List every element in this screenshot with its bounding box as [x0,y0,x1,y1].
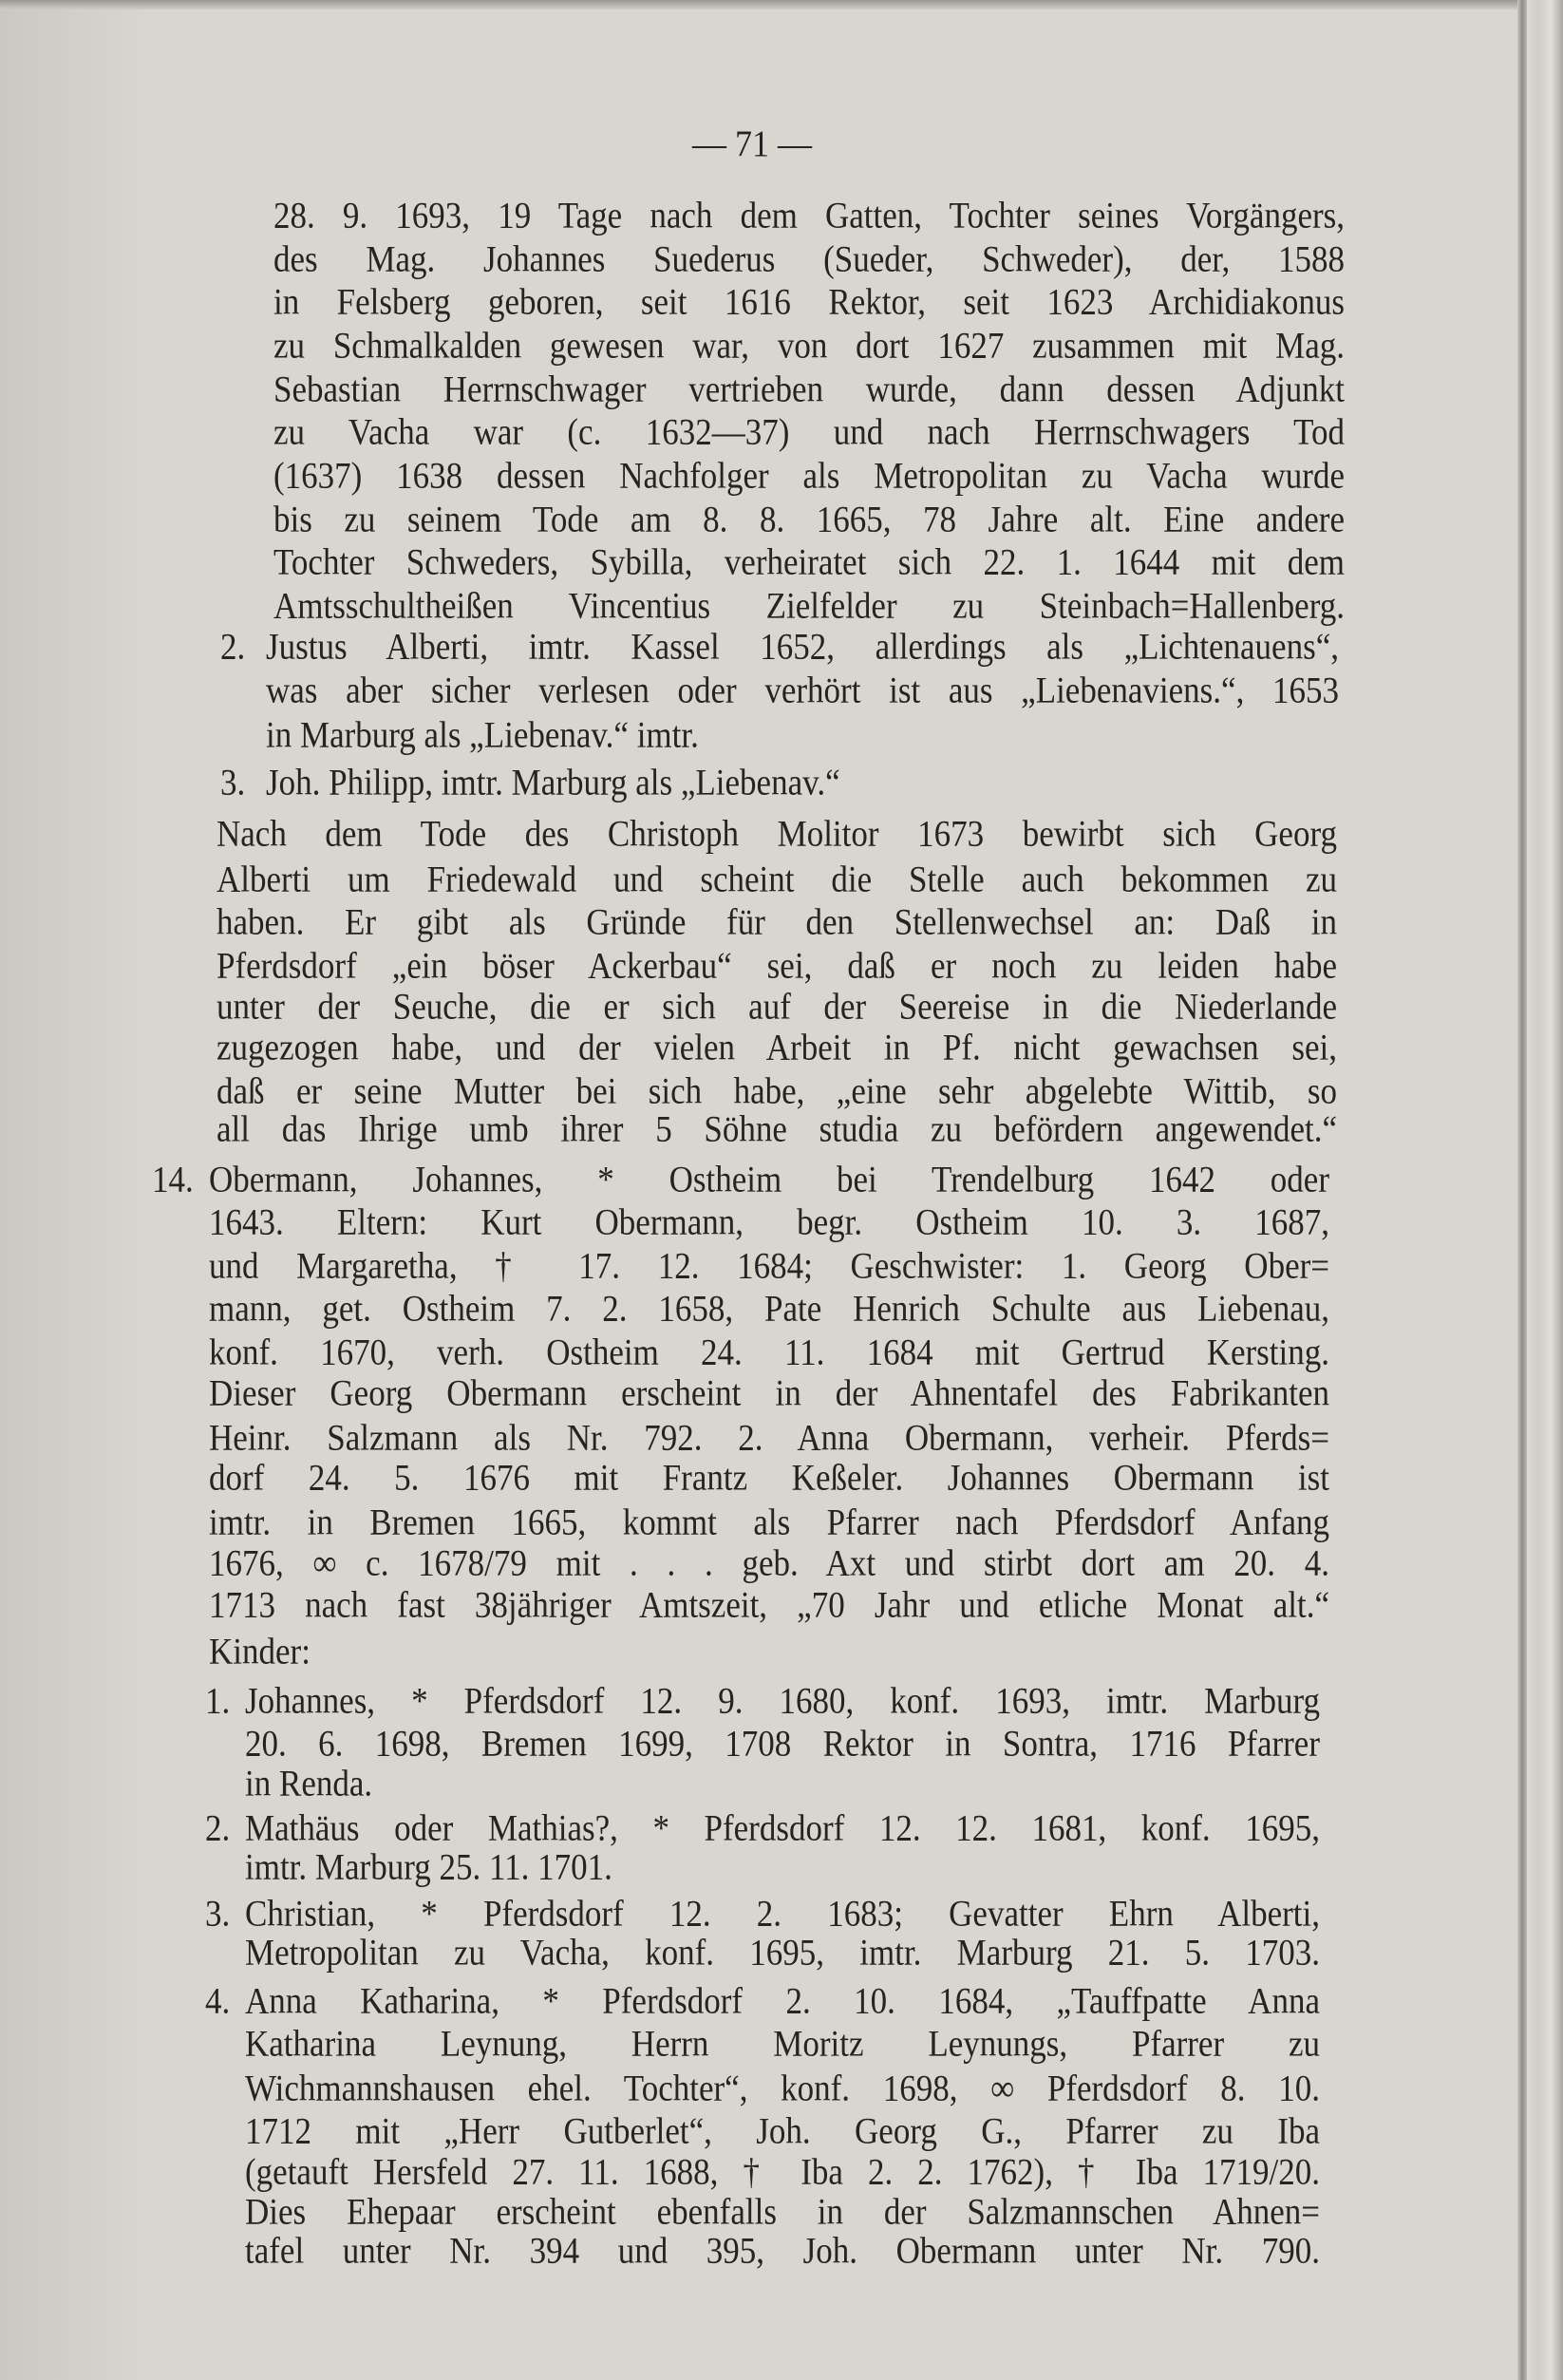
text-line: Dieser Georg Obermann erscheint in der Ahnentafel des Fabrikanten [209,1371,1329,1414]
page-stack-edge [1527,0,1563,2380]
text-line: 28. 9. 1693, 19 Tage nach dem Gatten, Tochter seines Vorgängers, [273,194,1345,236]
text-line: Anna Katharina, * Pferdsdorf 2. 10. 1684, „Tauffpatte Anna [245,1979,1320,2022]
text-line: tafel unter Nr. 394 und 395, Joh. Obermann unter Nr. 790. [245,2229,1320,2272]
text-line: in Renda. [245,1762,373,1804]
text-line: konf. 1670, verh. Ostheim 24. 11. 1684 mit Gertrud Kersting. [209,1331,1329,1373]
text-line: daß er seine Mutter bei sich habe, „eine sehr abgelebte Wittib, so [217,1069,1337,1112]
text-line: zu Vacha war (c. 1632—37) und nach Herrnschwagers Tod [273,410,1345,453]
text-line: Metropolitan zu Vacha, konf. 1695, imtr. Marburg 21. 5. 1703. [245,1931,1320,1974]
text-line: Alberti um Friedewald und scheint die Stelle auch bekommen zu [217,858,1337,900]
text-line: Pferdsdorf „ein böser Ackerbau“ sei, daß er noch zu leiden habe [217,944,1337,987]
text-line: 1712 mit „Herr Gutberlet“, Joh. Georg G., Pfarrer zu Iba [245,2109,1320,2152]
item-number: 14. [152,1158,194,1200]
text-line: zu Schmalkalden gewesen war, von dort 1627 zusammen mit Mag. [273,324,1345,367]
text-line: imtr. Marburg 25. 11. 1701. [245,1845,612,1888]
text-line: Justus Alberti, imtr. Kassel 1652, allerdings als „Lichtenauens“, [266,625,1339,668]
text-line: (getauft Hersfeld 27. 11. 1688, † Iba 2. 2. 1762), † Iba 1719/20. [245,2150,1320,2193]
book-spine-edge [1517,0,1527,2380]
text-line: in Marburg als „Liebenav.“ imtr. [266,713,699,756]
text-line: Wichmannshausen ehel. Tochter“, konf. 1698, ∞ Pferdsdorf 8. 10. [245,2067,1320,2109]
text-line: bis zu seinem Tode am 8. 8. 1665, 78 Jahre alt. Eine andere [273,498,1345,540]
text-line: Tochter Schweders, Sybilla, verheiratet sich 22. 1. 1644 mit dem [273,540,1345,583]
text-line: Heinr. Salzmann als Nr. 792. 2. Anna Obermann, verheir. Pferds= [209,1416,1329,1459]
page-number: — 71 — [692,123,812,164]
text-line: Katharina Leynung, Herrn Moritz Leynungs, Pfarrer zu [245,2022,1320,2065]
text-line: zugezogen habe, und der vielen Arbeit in Pf. nicht gewachsen sei, [217,1026,1337,1068]
text-line: Joh. Philipp, imtr. Marburg als „Liebenav.“ [266,761,840,803]
text-line: mann, get. Ostheim 7. 2. 1658, Pate Henrich Schulte aus Liebenau, [209,1287,1329,1330]
text-line: 1676, ∞ c. 1678/79 mit . . . geb. Axt und stirbt dort am 20. 4. [209,1541,1329,1584]
text-line: des Mag. Johannes Suederus (Sueder, Schweder), der, 1588 [273,237,1345,280]
text-line: dorf 24. 5. 1676 mit Frantz Keßeler. Johannes Obermann ist [209,1456,1329,1499]
text-line: Sebastian Herrnschwager vertrieben wurde, dann dessen Adjunkt [273,368,1345,410]
page-shadow [0,0,152,2380]
text-line: was aber sicher verlesen oder verhört ist aus „Liebenaviens.“, 1653 [266,669,1339,711]
text-line: und Margaretha, † 17. 12. 1684; Geschwister: 1. Georg Ober= [209,1244,1329,1287]
item-number: 2. [205,1806,231,1849]
text-line: Christian, * Pferdsdorf 12. 2. 1683; Gevatter Ehrn Alberti, [245,1892,1320,1935]
item-number: 2. [220,625,246,668]
text-line: Johannes, * Pferdsdorf 12. 9. 1680, konf. 1693, imtr. Marburg [245,1679,1320,1722]
text-line: Amtsschultheißen Vincentius Zielfelder zu Steinbach=Hallenberg. [273,584,1345,627]
text-line: Obermann, Johannes, * Ostheim bei Trendelburg 1642 oder [209,1158,1329,1200]
page-top-edge [0,0,1563,9]
text-line: all das Ihrige umb ihrer 5 Söhne studia zu befördern angewendet.“ [217,1107,1337,1150]
item-number: 3. [205,1892,231,1935]
text-line: unter der Seuche, die er sich auf der Seereise in die Niederlande [217,985,1337,1028]
item-number: 1. [205,1679,231,1722]
text-line: in Felsberg geboren, seit 1616 Rektor, seit 1623 Archidiakonus [273,280,1345,323]
text-line: 1643. Eltern: Kurt Obermann, begr. Ostheim 10. 3. 1687, [209,1200,1329,1243]
text-line: Dies Ehepaar erscheint ebenfalls in der Salzmannschen Ahnen= [245,2190,1320,2233]
text-line: imtr. in Bremen 1665, kommt als Pfarrer nach Pferdsdorf Anfang [209,1501,1329,1543]
item-number: 4. [205,1979,231,2022]
text-line: 1713 nach fast 38jähriger Amtszeit, „70 Jahr und etliche Monat alt.“ [209,1583,1329,1626]
text-line: Mathäus oder Mathias?, * Pferdsdorf 12. 12. 1681, konf. 1695, [245,1806,1320,1849]
text-line: haben. Er gibt als Gründe für den Stellenwechsel an: Daß in [217,900,1337,943]
text-line: (1637) 1638 dessen Nachfolger als Metropolitan zu Vacha wurde [273,454,1345,497]
text-line: Kinder: [209,1630,311,1672]
item-number: 3. [220,761,246,803]
text-line: Nach dem Tode des Christoph Molitor 1673 bewirbt sich Georg [217,812,1337,855]
text-line: 20. 6. 1698, Bremen 1699, 1708 Rektor in Sontra, 1716 Pfarrer [245,1722,1320,1765]
